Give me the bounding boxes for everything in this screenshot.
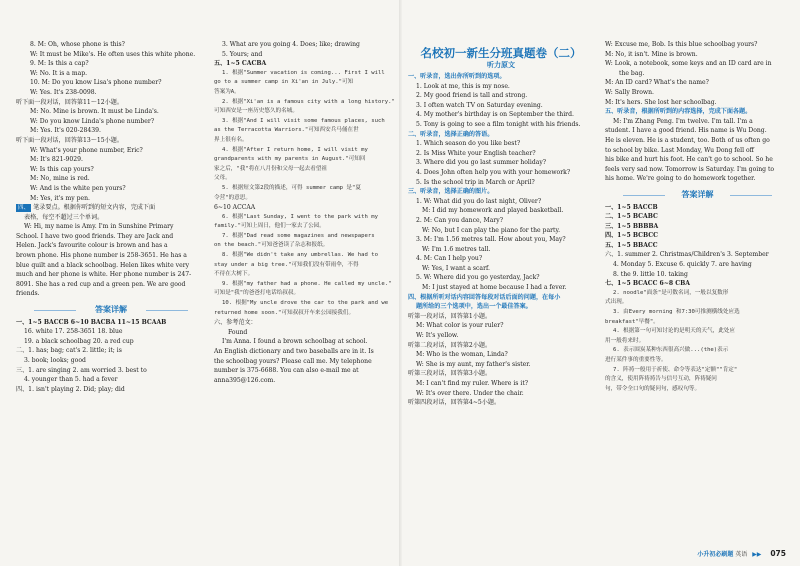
text-line: 1. W: What did you do last night, Oliver? <box>416 197 542 205</box>
text-line: W: It's yellow. <box>416 332 459 340</box>
text-line: student. I have a good friend. His name is Wu Dong. <box>605 127 767 135</box>
answer-heading: 答案详解 <box>16 305 206 315</box>
text-line: 3. M: I'm 1.56 metres tall. How about you, May? <box>416 236 566 244</box>
answer-line: 3. book; looks; good <box>24 357 86 364</box>
text-line: his bike and hurt his foot. He can't go to school. So he <box>605 156 773 164</box>
question-heading: 五、听录音，根据所听到的内容选择，完成下面各题。 <box>605 108 752 116</box>
footer-subject: 英语 <box>735 551 748 558</box>
answer-line: 3. 由Every morning 和7:30可推测横线处应选 <box>613 309 740 316</box>
text-line: 家之后，"我"将在八月份和父母一起去看望祖 <box>214 165 328 172</box>
text-line: 4. My mother's birthday is on September the third. <box>416 111 574 119</box>
answer-line: 二、1. has; bag; cat's 2. little; it; is <box>16 347 122 355</box>
text-line: M: I'm Zhang Peng. I'm twelve. I'm tall. I'm a <box>613 117 753 125</box>
column-2 <box>214 40 396 385</box>
text-line: 1. Which season do you like best? <box>416 140 521 148</box>
answer-line: 用一般将来时。 <box>605 337 645 344</box>
essay-line: An English dictionary and two baseballs are in it. Is <box>214 348 374 355</box>
text-line: 8. 根据"We didn't take any umbrellas. We had to <box>222 252 378 259</box>
section-marker: 四、 <box>18 205 30 212</box>
text-line: 4. 根据"After I return home, I will visit my <box>222 146 368 153</box>
text-line: W: It's over there. Under the chair. <box>416 389 524 397</box>
text-line: M: No. Mine is brown. It must be Linda's. <box>30 108 159 116</box>
answer-line: 一、1~5 BACCB <box>605 203 658 211</box>
answer-line: breakfast"早餐"。 <box>605 318 659 325</box>
text-line: 5. 根据短文第2段的描述，可得 summer camp 是"夏 <box>222 184 361 191</box>
text-line: 2. My good friend is tall and strong. <box>416 92 528 100</box>
question-heading: 二、听录音，选择正确的答语。 <box>408 130 494 138</box>
text-line: W: She is my aunt, my father's sister. <box>416 360 531 368</box>
text-line: W: Is this cap yours? <box>30 165 94 173</box>
text-line: 8. M: Oh, whose phone is this? <box>30 41 125 48</box>
text-line: M: I can't find my ruler. Where is it? <box>416 380 529 387</box>
essay-line: the schoolbag yours? Please call me. My telephone <box>214 357 372 365</box>
text-line: 6~10 ACCAA <box>214 204 256 212</box>
text-line: W: Excuse me, Bob. Is this blue schoolbag yours? <box>605 41 758 48</box>
answer-line: 4. younger than 5. had a fever <box>24 376 118 384</box>
text-line: 可知是"我"的爸爸打电话给叔叔。 <box>214 290 300 297</box>
text-line: the bag. <box>619 69 645 77</box>
page-number: 075 <box>770 549 786 558</box>
text-line: go to a summer camp in Xi'an in July."可知 <box>214 79 354 86</box>
text-line: M: I did my homework and played basketball. <box>422 207 564 215</box>
text-line: W: Yes. It's 238-0098. <box>30 88 97 96</box>
answer-line: 6. 表示围炭某种东西很高兴做...(the)表示 <box>613 347 729 354</box>
text-line: 6. 根据"Last Sunday, I went to the park with my <box>222 213 378 220</box>
text-line: W: What's your phone number, Eric? <box>30 146 143 154</box>
text-line: stay under a big tree."可知我们没有带雨伞，不得 <box>214 261 359 268</box>
text-line: 3. I often watch TV on Saturday evening. <box>416 101 543 109</box>
text-line: 3. What are you going 4. Does; like; drawing <box>222 41 360 48</box>
question-heading: 三、听录音，选择正确的图片。 <box>408 188 494 196</box>
text-line: Helen. Jack's favourite colour is brown and has a <box>16 242 168 250</box>
text-line: grandparents with my parents in August."可知回 <box>214 156 366 163</box>
text-line: on the beach."可知爸爸读了杂志和报纸。 <box>214 242 329 249</box>
answer-line: 三、1~5 BBBBA <box>605 222 659 230</box>
text-line: 听下面一段对话，回答第13～15小题。 <box>16 136 123 144</box>
text-line: 5. W: Where did you go yesterday, Jack? <box>416 274 540 282</box>
answer-line: 2. noodle"面条"是可数名词，一般以复数形 <box>613 289 729 296</box>
answer-line: 19. a black schoolbag 20. a red cup <box>24 337 134 345</box>
text-line: W: It must be Mike's. He often uses this white phone. <box>30 50 196 58</box>
answer-line: 四、1. isn't playing 2. Did; play; did <box>16 385 125 393</box>
text-line: his home. We're going to do homework together. <box>605 175 756 183</box>
text-line: 3. Where did you go last summer holiday? <box>416 159 547 167</box>
text-line: 听第二段对话，回答第2小题。 <box>408 341 492 349</box>
text-line: 界上很有名。 <box>214 136 248 143</box>
essay-title: Found <box>228 328 248 336</box>
text-line: 听第三段对话，回答第3小题。 <box>408 370 492 378</box>
text-line: 1. Look at me, this is my nose. <box>416 82 510 90</box>
text-line: M: Who is the woman, Linda? <box>416 351 508 359</box>
answer-line: 4. 根据第一句可知讨论的是明天的天气，此处应 <box>613 328 735 335</box>
text-line: blue quilt and a black schoolbag. Helen likes white very <box>16 261 190 269</box>
text-line: 答案为A。 <box>214 88 240 95</box>
text-line: 2. M: Can you dance, Mary? <box>416 216 503 224</box>
text-line: 3. 根据"And I will visit some famous places, such <box>222 117 385 124</box>
text-line: 2. Is Miss White your English teacher? <box>416 149 536 157</box>
text-line: M: An ID card? What's the name? <box>605 79 709 87</box>
section-title: 名校初一新生分班真题卷（二） <box>420 46 582 60</box>
answer-line: 三、1. are singing 2. am worried 3. best to <box>16 366 147 374</box>
text-line: 5. Yours; and <box>222 50 263 58</box>
text-line: M: It's 821-9029. <box>30 156 83 164</box>
section-subtitle: 听力原文 <box>487 61 515 69</box>
question-heading: 四、根据所听对话内容回答每段对话后面的问题，在每小 <box>408 293 561 301</box>
text-line: 听第四段对话，回答第4~5小题。 <box>408 399 501 407</box>
answer-line: 式出现。 <box>605 299 628 306</box>
text-line: W: No, but I can play the piano for the party. <box>422 226 561 234</box>
text-line: 可知西安是一座历史悠久的名城。 <box>214 108 298 115</box>
text-line: feels very sad now. Tomorrow is Saturday. I'm going to <box>605 165 775 173</box>
question-heading: 题所给的三个选项中，选出一个最佳答案。 <box>416 303 532 311</box>
text-line: much and her phone is white. Her phone number is 247- <box>16 271 192 279</box>
answer-line: 8. the 9. little 10. taking <box>613 270 688 278</box>
text-line: 9. M: Is this a cap? <box>30 60 89 68</box>
essay-line: number is 375-6688. You can also e-mail me at <box>214 367 359 375</box>
text-line: W: Hi, my name is Amy. I'm in Sunshine Primary <box>24 223 174 231</box>
text-line: 1. 根据"Summer vacation is coming... First I will <box>222 69 385 76</box>
text-line: W: No. It is a map. <box>30 69 88 77</box>
text-line: to school by bike. Last Monday, Wu Dong fell off <box>605 146 755 154</box>
text-line: family."可知上周日，他们一家去了公园。 <box>214 223 325 230</box>
answer-heading: 答案详解 <box>605 190 790 200</box>
answer-line: 7. 阵祷一般用于祈使、命令等表达"定额""肯定" <box>613 366 738 373</box>
text-line: 父母。 <box>214 175 231 182</box>
text-line: W: And is the white pen yours? <box>30 184 126 192</box>
chevron-right-icon: ▶▶ <box>752 551 762 558</box>
answer-line: 五、1~5 BBACC <box>605 241 658 249</box>
column-1 <box>16 40 206 394</box>
answer-line: 句，带令全口句的疑问句，感叹句等。 <box>605 385 701 392</box>
text-line: W: I'm 1.6 metres tall. <box>422 245 491 253</box>
text-line: 2. 根据"Xi'an is a famous city with a long history." <box>222 98 395 105</box>
answer-line: 的含义，使用阵祷祷告与信号互动，阵祷疑问 <box>605 376 717 383</box>
text-line: 四、 笔录要点。根据你听到的短文内容，完成下面 <box>18 204 156 212</box>
text-line: M: Yes. It's 020-28439. <box>30 127 101 135</box>
text-line: 不待在大树下。 <box>214 271 254 278</box>
text-line: M: No, it isn't. Mine is brown. <box>605 50 698 58</box>
question-heading: 一、听录音，选出你所听到的选项。 <box>408 73 506 80</box>
text-line: School. I have two good friends. They are Jack and <box>16 232 174 240</box>
answer-line: 一、1~5 BACCB 6~10 BACBA 11~15 BCAAB <box>16 318 167 326</box>
answer-line: 进行某件事的重要性等。 <box>605 357 667 363</box>
essay-line: anna395@126.com. <box>214 376 276 384</box>
text-line: 5. Tony is going to see a film tonight with his friends. <box>416 120 581 128</box>
answer-line: 六、1. summer 2. Christmas/Children's 3. September <box>605 251 769 259</box>
text-line: 10. M: Do you know Lisa's phone number? <box>30 79 162 87</box>
text-line: 六、参考范文： <box>214 319 257 327</box>
text-line: 听第一段对话，回答第1小题。 <box>408 312 492 320</box>
answer-line: 4. Monday 5. Excuse 6. quickly 7. are having <box>613 261 752 269</box>
text-line: 10. 根据"My uncle drove the car to the park and we <box>222 300 389 307</box>
text-line: M: What color is your ruler? <box>416 322 504 330</box>
text-line: 9. 根据"my father had a phone. He called my uncle." <box>222 280 392 287</box>
text-line: 表格，每空不超过三个单词。 <box>24 213 104 221</box>
text-line: He is eleven. He is a student, too. Both of us often go <box>605 136 770 144</box>
text-line: friends. <box>16 290 40 298</box>
column-3 <box>408 72 594 408</box>
text-line: 5. Is the school trip in March or April? <box>416 178 535 186</box>
answer-line: 16. white 17. 258-3651 18. blue <box>24 328 123 336</box>
page-footer <box>697 549 786 558</box>
text-line: as the Terracotta Warriors."可知西安兵马俑在世 <box>214 127 359 134</box>
text-line: W: Sally Brown. <box>605 88 654 96</box>
answer-line: 二、1~5 BCABC <box>605 213 658 221</box>
footer-brand: 小升初必刷题 <box>697 551 734 558</box>
text-line: 听下面一段对话，回答第11～12小题。 <box>16 98 123 106</box>
text-line: 8091. She has a red cup and a green pen. We are good <box>16 280 186 288</box>
essay-line: I'm Anna. I found a brown schoolbag at school. <box>222 338 368 346</box>
text-line: 4. Does John often help you with your homework? <box>416 168 571 176</box>
text-line: W: Yes, I want a scarf. <box>422 264 490 272</box>
text-line: 4. M: Can I help you? <box>416 255 483 263</box>
text-line: M: No, mine is red. <box>30 175 90 183</box>
text-line: returned home soon."可知叔叔开车来公园接我们。 <box>214 309 355 316</box>
text-line: M: It's hers. She lost her schoolbag. <box>605 98 717 106</box>
text-line: M: Yes, it's my pen. <box>30 194 90 202</box>
column-4 <box>605 40 790 394</box>
text-line: W: Do you know Linda's phone number? <box>30 117 155 125</box>
text-line: 五、1~5 CACBA <box>214 60 267 68</box>
answer-line: 七、1~5 BCACC 6~8 CBA <box>605 280 690 288</box>
text-line: 7. 根据"Dad read some magazines and newspapers <box>222 232 375 239</box>
text-line: M: I just stayed at home because I had a fever. <box>422 284 567 292</box>
answer-line: 四、1~5 BCBCC <box>605 232 658 240</box>
page-gutter <box>399 0 402 566</box>
text-line: brown phone. His phone number is 258-3651. He has a <box>16 252 187 260</box>
text-line: W: Look, a notebook, some keys and an ID card are in <box>605 60 772 68</box>
text-line: 令营"的意思。 <box>214 194 251 201</box>
